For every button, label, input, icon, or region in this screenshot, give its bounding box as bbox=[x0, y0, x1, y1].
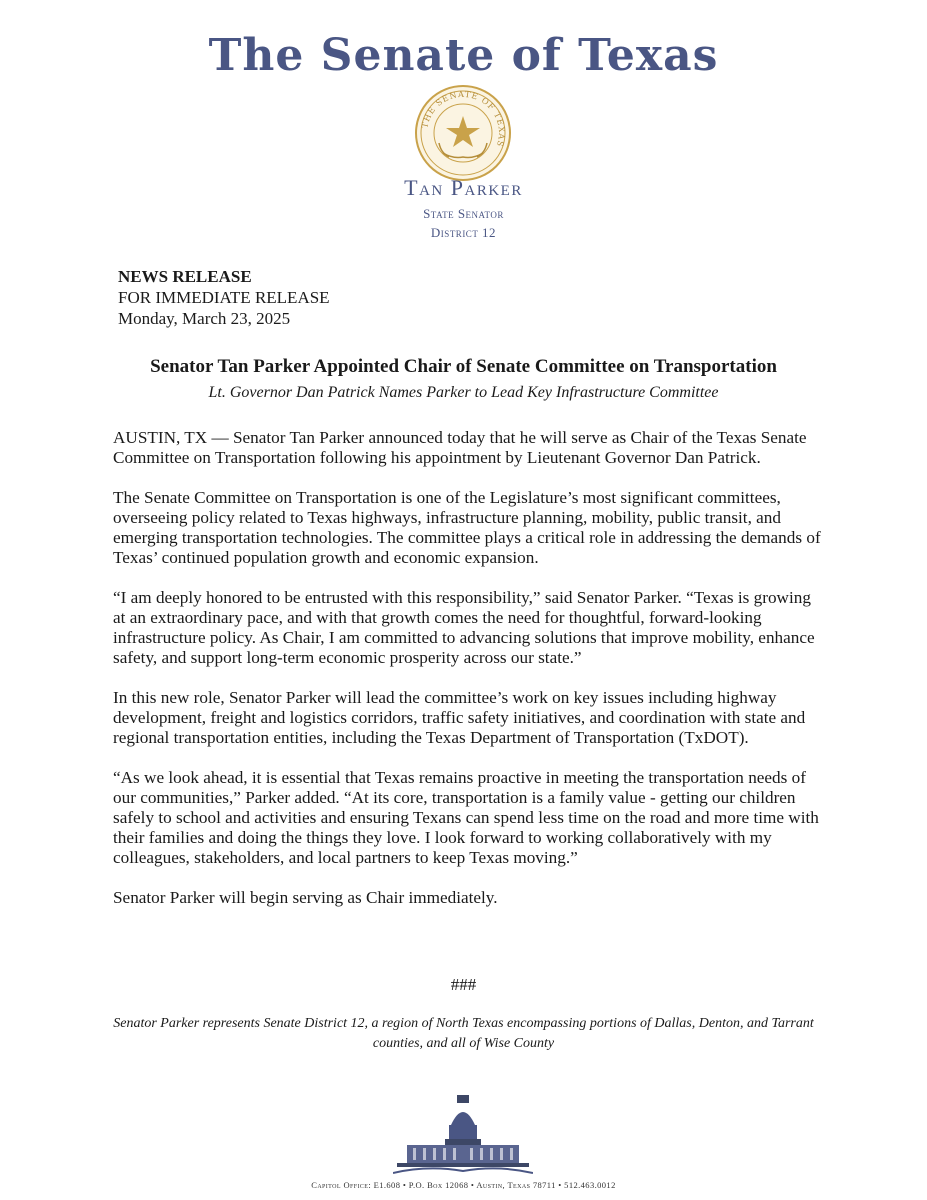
senator-district: District 12 bbox=[430, 225, 497, 240]
release-type: FOR IMMEDIATE RELEASE bbox=[118, 288, 330, 307]
capitol-building-icon bbox=[393, 1095, 533, 1175]
paragraph: Senator Parker will begin serving as Chair immediately. bbox=[113, 888, 498, 907]
senator-name: Tan Parker bbox=[404, 175, 523, 200]
release-date: Monday, March 23, 2025 bbox=[118, 309, 291, 328]
article-body bbox=[113, 428, 823, 928]
news-release-label: NEWS RELEASE bbox=[118, 267, 252, 286]
senator-title: State Senator bbox=[423, 206, 504, 221]
capitol-office-footer: Capitol Office: E1.608 • P.O. Box 12068 • Austin, Texas 78711 • 512.463.0012 bbox=[311, 1180, 616, 1190]
release-info bbox=[118, 266, 330, 329]
letterhead-title: The Senate of Texas bbox=[208, 30, 719, 81]
end-mark: ### bbox=[450, 975, 477, 994]
senator-bio-note: Senator Parker represents Senate District 12, a region of North Texas encompassing portions of Dallas, Denton, and Tarrant counties, and all of Wise County bbox=[113, 1016, 814, 1051]
paragraph: “I am deeply honored to be entrusted with this responsibility,” said Senator Parker. “Texas is growing at an extraordinary pace, and with that growth comes the need for thoughtful, forward-looking infrastructure policy. As Chair, I am committed to advancing solutions that improve mobility, enhance safety, and support long-term economic prosperity across our state.” bbox=[113, 588, 815, 667]
subheadline: Lt. Governor Dan Patrick Names Parker to Lead Key Infrastructure Committee bbox=[208, 384, 719, 401]
paragraph: “As we look ahead, it is essential that Texas remains proactive in meeting the transportation needs of our communities,” Parker added. “At its core, transportation is a family value - getting our children safely to school and activities and ensuring Texans can spend less time on the road and more time with their families and doing the things they love. I look forward to working collaboratively with my colleagues, stakeholders, and local partners to keep Texas moving.” bbox=[113, 768, 819, 867]
paragraph: AUSTIN, TX — Senator Tan Parker announced today that he will serve as Chair of the Texas Senate Committee on Transportation following his appointment by Lieutenant Governor Dan Patrick. bbox=[113, 428, 807, 467]
seal-text: THE SENATE OF TEXAS bbox=[419, 88, 508, 149]
paragraph: In this new role, Senator Parker will lead the committee’s work on key issues including highway development, freight and logistics corridors, traffic safety initiatives, and coordination with state and regional transportation entities, including the Texas Department of Transportation (TxDOT). bbox=[113, 688, 806, 747]
headline: Senator Tan Parker Appointed Chair of Senate Committee on Transportation bbox=[150, 356, 777, 377]
senate-seal-icon bbox=[413, 83, 513, 183]
paragraph: The Senate Committee on Transportation is one of the Legislature’s most significant committees, overseeing policy related to Texas highways, infrastructure planning, mobility, public transit, and emerging transportation technologies. The committee plays a critical role in addressing the demands of Texas’ continued population growth and economic expansion. bbox=[113, 488, 821, 567]
